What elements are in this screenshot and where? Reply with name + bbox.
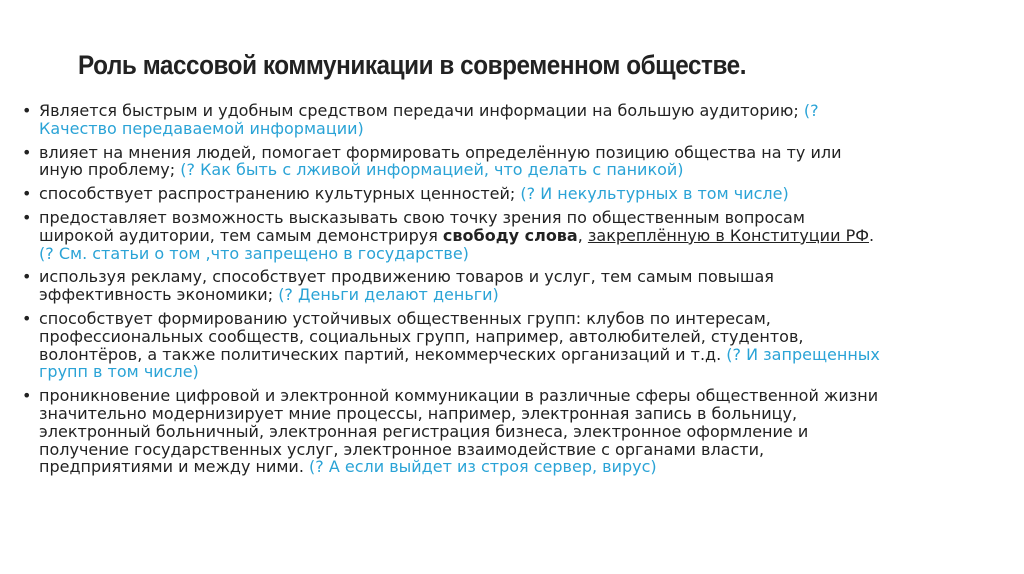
list-item <box>22 102 882 138</box>
item-note: (? А если выйдет из строя сервер, вирус) <box>309 457 657 477</box>
bullet-dot: • <box>22 101 32 120</box>
item-note: (? Как быть с лживой информацией, что делать с паникой) <box>180 160 684 180</box>
item-bold-text: свободу слова <box>442 225 578 245</box>
item-note: (? Качество передаваемой информации) <box>39 101 819 138</box>
list-item <box>22 268 882 304</box>
list-item <box>22 144 882 180</box>
item-text: проникновение цифровой и электронной коммуникации в различные сферы общественной жизни значительно модернизирует мние процессы, например, электронная запись в больницу, электронный больничный, электронная регистрация бизнеса, электронное оформление и получение государственных услуг, электронное взаимодействие с органами власти, предприятиями и между ними. <box>39 386 879 477</box>
item-text: способствует распространению культурных ценностей; <box>39 184 516 204</box>
item-underline-text: закреплённую в Конституции РФ <box>587 225 869 245</box>
item-note: (? И некультурных в том числе) <box>520 184 789 204</box>
bullet-dot: • <box>22 386 32 406</box>
bullet-dot: • <box>22 207 32 227</box>
bullet-dot: • <box>22 142 32 162</box>
item-note: (? И запрещенных групп в том числе) <box>39 344 880 382</box>
item-text: Является быстрым и удобным средством передачи информации на большую аудиторию; <box>39 101 799 120</box>
list-item <box>22 387 882 476</box>
bullet-dot: • <box>22 184 32 204</box>
list-item <box>22 209 882 262</box>
item-tail: . <box>868 225 875 245</box>
item-text: используя рекламу, способствует продвижению товаров и услуг, тем самым повышая эффективность экономики; <box>39 267 774 305</box>
list-item <box>22 310 882 381</box>
item-text: влияет на мнения людей, помогает формировать определённую позицию общества на ту или иную проблему; <box>39 142 842 180</box>
item-text: способствует формированию устойчивых общественных групп: клубов по интересам, профессиональных сообществ, социальных групп, например, автолюбителей, студентов, волонтёров, а также политических партий, некоммерческих организаций и т.д. <box>39 308 804 364</box>
bullet-dot: • <box>22 267 32 287</box>
item-note: (? Деньги делают деньги) <box>278 285 499 305</box>
slide-title: Роль массовой коммуникации в современном обществе. <box>78 50 747 80</box>
bullet-list <box>22 102 882 482</box>
bullet-dot: • <box>22 308 32 328</box>
item-note: (? См. статьи о том ,что запрещено в государстве) <box>39 243 469 263</box>
item-separator: , <box>577 225 588 245</box>
item-text: предоставляет возможность высказывать свою точку зрения по общественным вопросам широкой аудитории, тем самым демонстрируя <box>39 207 805 245</box>
list-item <box>22 185 882 203</box>
